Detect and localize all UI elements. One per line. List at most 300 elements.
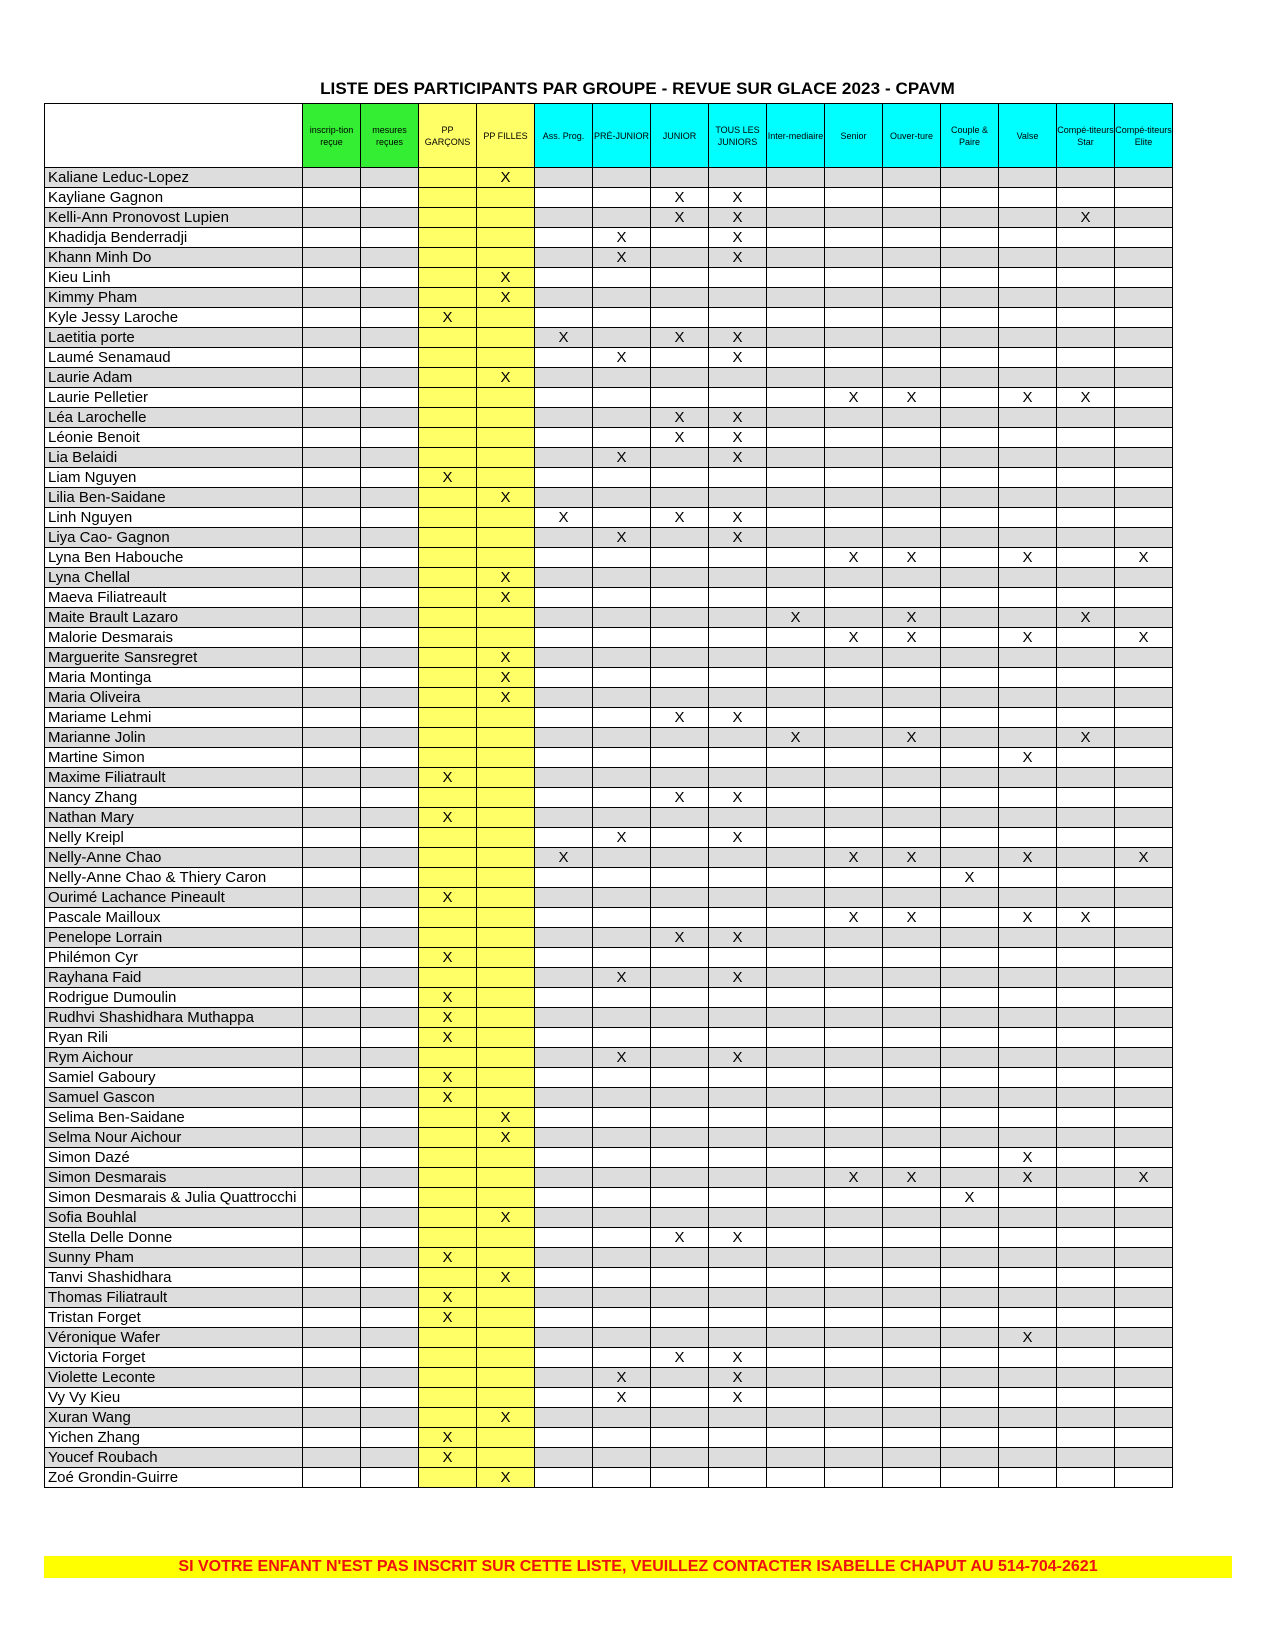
participant-name: Selima Ben-Saidane	[45, 1108, 303, 1128]
table-row	[45, 1168, 1173, 1188]
group-cell	[1115, 168, 1173, 188]
group-cell	[999, 1188, 1057, 1208]
group-cell	[361, 368, 419, 388]
group-cell	[825, 268, 883, 288]
group-mark: X	[709, 968, 767, 988]
participant-name: Kayliane Gagnon	[45, 188, 303, 208]
group-cell	[941, 1348, 999, 1368]
group-cell	[651, 1448, 709, 1468]
group-cell	[941, 188, 999, 208]
group-mark: X	[883, 388, 941, 408]
group-mark: X	[883, 848, 941, 868]
participant-name: Sofia Bouhlal	[45, 1208, 303, 1228]
column-header: Senior	[825, 104, 883, 168]
group-cell	[767, 328, 825, 348]
group-mark: X	[419, 808, 477, 828]
group-cell	[767, 428, 825, 448]
group-cell	[303, 1388, 361, 1408]
table-row	[45, 808, 1173, 828]
group-cell	[999, 248, 1057, 268]
group-cell	[593, 1028, 651, 1048]
group-mark: X	[651, 328, 709, 348]
group-cell	[709, 568, 767, 588]
group-cell	[999, 1348, 1057, 1368]
group-cell	[593, 928, 651, 948]
group-cell	[535, 1288, 593, 1308]
group-cell	[593, 508, 651, 528]
group-cell	[709, 1008, 767, 1028]
group-mark: X	[709, 1368, 767, 1388]
group-cell	[999, 368, 1057, 388]
group-cell	[651, 1308, 709, 1328]
group-cell	[303, 748, 361, 768]
group-cell	[1115, 528, 1173, 548]
group-cell	[535, 788, 593, 808]
group-mark: X	[477, 1268, 535, 1288]
group-cell	[477, 508, 535, 528]
group-mark: X	[477, 568, 535, 588]
group-cell	[1057, 1288, 1115, 1308]
group-cell	[303, 1068, 361, 1088]
group-cell	[767, 168, 825, 188]
group-cell	[593, 1148, 651, 1168]
table-row	[45, 1308, 1173, 1328]
group-cell	[767, 528, 825, 548]
table-row	[45, 848, 1173, 868]
group-cell	[999, 508, 1057, 528]
group-cell	[999, 1368, 1057, 1388]
group-cell	[1057, 628, 1115, 648]
group-mark: X	[709, 928, 767, 948]
group-cell	[1057, 1248, 1115, 1268]
group-cell	[361, 708, 419, 728]
group-cell	[1057, 1008, 1115, 1028]
table-row	[45, 328, 1173, 348]
group-cell	[651, 1388, 709, 1408]
group-cell	[941, 848, 999, 868]
group-cell	[883, 708, 941, 728]
group-cell	[825, 1468, 883, 1488]
group-cell	[593, 408, 651, 428]
participant-name: Rodrigue Dumoulin	[45, 988, 303, 1008]
group-cell	[999, 988, 1057, 1008]
group-cell	[941, 748, 999, 768]
table-row	[45, 1188, 1173, 1208]
group-cell	[1115, 1248, 1173, 1268]
group-cell	[767, 388, 825, 408]
participant-name: Laetitia porte	[45, 328, 303, 348]
group-cell	[419, 568, 477, 588]
group-cell	[477, 1028, 535, 1048]
group-cell	[535, 608, 593, 628]
table-row	[45, 888, 1173, 908]
group-mark: X	[419, 1248, 477, 1268]
group-cell	[709, 1328, 767, 1348]
group-cell	[593, 1008, 651, 1028]
group-cell	[941, 828, 999, 848]
group-cell	[767, 1268, 825, 1288]
group-cell	[941, 1148, 999, 1168]
group-cell	[535, 1068, 593, 1088]
group-cell	[941, 1068, 999, 1088]
participant-name: Samuel Gascon	[45, 1088, 303, 1108]
group-cell	[999, 1248, 1057, 1268]
participant-name: Nelly Kreipl	[45, 828, 303, 848]
table-row	[45, 1228, 1173, 1248]
participant-name: Khadidja Benderradji	[45, 228, 303, 248]
group-cell	[999, 708, 1057, 728]
group-cell	[1115, 1288, 1173, 1308]
group-cell	[303, 228, 361, 248]
group-cell	[651, 1268, 709, 1288]
group-cell	[767, 1388, 825, 1408]
group-cell	[477, 528, 535, 548]
group-cell	[303, 448, 361, 468]
group-cell	[1057, 1268, 1115, 1288]
group-cell	[767, 308, 825, 328]
group-cell	[477, 628, 535, 648]
group-cell	[361, 548, 419, 568]
group-cell	[477, 1448, 535, 1468]
group-mark: X	[825, 908, 883, 928]
participant-name: Simon Desmarais & Julia Quattrocchi	[45, 1188, 303, 1208]
group-cell	[361, 1148, 419, 1168]
group-cell	[941, 1108, 999, 1128]
group-cell	[999, 348, 1057, 368]
group-cell	[825, 1128, 883, 1148]
group-cell	[1115, 1008, 1173, 1028]
group-mark: X	[999, 628, 1057, 648]
group-cell	[709, 1068, 767, 1088]
group-cell	[361, 1188, 419, 1208]
group-cell	[825, 1188, 883, 1208]
group-cell	[767, 1068, 825, 1088]
group-cell	[593, 948, 651, 968]
group-cell	[709, 628, 767, 648]
group-cell	[767, 1148, 825, 1168]
group-cell	[303, 788, 361, 808]
group-cell	[593, 648, 651, 668]
group-mark: X	[709, 528, 767, 548]
group-mark: X	[477, 368, 535, 388]
group-mark: X	[651, 188, 709, 208]
group-cell	[1057, 768, 1115, 788]
group-cell	[767, 1368, 825, 1388]
group-cell	[535, 1248, 593, 1268]
group-cell	[477, 1148, 535, 1168]
group-cell	[1057, 1048, 1115, 1068]
group-cell	[651, 608, 709, 628]
group-cell	[535, 708, 593, 728]
group-cell	[825, 468, 883, 488]
group-cell	[303, 1408, 361, 1428]
group-cell	[709, 1108, 767, 1128]
table-row	[45, 768, 1173, 788]
group-cell	[883, 348, 941, 368]
group-cell	[709, 1148, 767, 1168]
group-mark: X	[419, 1308, 477, 1328]
group-cell	[999, 428, 1057, 448]
group-cell	[477, 808, 535, 828]
group-cell	[941, 1408, 999, 1428]
table-row	[45, 388, 1173, 408]
table-row	[45, 508, 1173, 528]
group-cell	[1115, 568, 1173, 588]
group-cell	[883, 868, 941, 888]
group-cell	[1057, 928, 1115, 948]
column-header: Couple & Paire	[941, 104, 999, 168]
participant-name: Nancy Zhang	[45, 788, 303, 808]
group-cell	[941, 348, 999, 368]
group-mark: X	[419, 1088, 477, 1108]
group-cell	[361, 1308, 419, 1328]
participant-name: Rayhana Faid	[45, 968, 303, 988]
group-cell	[1057, 168, 1115, 188]
group-cell	[361, 728, 419, 748]
group-cell	[1115, 1228, 1173, 1248]
group-cell	[419, 1268, 477, 1288]
group-cell	[767, 1288, 825, 1308]
table-row	[45, 1028, 1173, 1048]
group-mark: X	[593, 248, 651, 268]
group-cell	[477, 408, 535, 428]
group-cell	[941, 1228, 999, 1248]
group-cell	[825, 588, 883, 608]
participant-name: Penelope Lorrain	[45, 928, 303, 948]
group-cell	[361, 1388, 419, 1408]
group-cell	[419, 248, 477, 268]
group-cell	[767, 1448, 825, 1468]
group-cell	[999, 228, 1057, 248]
group-cell	[1057, 848, 1115, 868]
group-cell	[593, 328, 651, 348]
group-cell	[361, 628, 419, 648]
participant-name: Véronique Wafer	[45, 1328, 303, 1348]
group-cell	[825, 1428, 883, 1448]
group-cell	[709, 668, 767, 688]
group-cell	[1057, 888, 1115, 908]
group-cell	[1057, 548, 1115, 568]
group-cell	[651, 1088, 709, 1108]
group-cell	[883, 1028, 941, 1048]
table-row	[45, 1328, 1173, 1348]
table-row	[45, 428, 1173, 448]
group-cell	[883, 1148, 941, 1168]
group-cell	[825, 428, 883, 448]
group-mark: X	[477, 288, 535, 308]
group-cell	[1115, 1088, 1173, 1108]
column-header: Ass. Prog.	[535, 104, 593, 168]
group-cell	[1115, 768, 1173, 788]
group-cell	[651, 588, 709, 608]
group-cell	[883, 268, 941, 288]
group-mark: X	[419, 468, 477, 488]
group-cell	[1057, 1428, 1115, 1448]
group-mark: X	[419, 1028, 477, 1048]
group-cell	[361, 668, 419, 688]
group-cell	[1115, 988, 1173, 1008]
group-cell	[477, 908, 535, 928]
table-row	[45, 1448, 1173, 1468]
group-cell	[709, 1288, 767, 1308]
group-cell	[825, 688, 883, 708]
group-cell	[593, 288, 651, 308]
group-cell	[651, 368, 709, 388]
group-cell	[941, 1028, 999, 1048]
group-cell	[419, 368, 477, 388]
group-cell	[941, 468, 999, 488]
group-mark: X	[535, 848, 593, 868]
group-cell	[361, 308, 419, 328]
group-cell	[941, 488, 999, 508]
group-cell	[941, 408, 999, 428]
group-cell	[999, 728, 1057, 748]
group-cell	[941, 628, 999, 648]
table-row	[45, 368, 1173, 388]
group-cell	[419, 428, 477, 448]
group-cell	[1057, 1088, 1115, 1108]
group-cell	[535, 188, 593, 208]
group-cell	[767, 488, 825, 508]
group-cell	[999, 828, 1057, 848]
group-cell	[303, 948, 361, 968]
group-cell	[361, 1228, 419, 1248]
group-cell	[709, 1308, 767, 1328]
group-cell	[535, 908, 593, 928]
group-cell	[593, 728, 651, 748]
group-cell	[651, 448, 709, 468]
group-cell	[361, 1288, 419, 1308]
group-cell	[651, 1468, 709, 1488]
group-cell	[361, 468, 419, 488]
group-cell	[303, 1108, 361, 1128]
group-cell	[767, 928, 825, 948]
group-cell	[999, 568, 1057, 588]
group-cell	[941, 568, 999, 588]
group-cell	[535, 928, 593, 948]
group-cell	[651, 688, 709, 708]
group-cell	[303, 1228, 361, 1248]
group-cell	[1115, 1028, 1173, 1048]
group-cell	[419, 1368, 477, 1388]
group-cell	[535, 1208, 593, 1228]
table-row	[45, 168, 1173, 188]
group-cell	[883, 948, 941, 968]
group-cell	[593, 1288, 651, 1308]
group-mark: X	[709, 708, 767, 728]
participant-name: Laumé Senamaud	[45, 348, 303, 368]
group-cell	[361, 1328, 419, 1348]
group-mark: X	[883, 548, 941, 568]
table-row	[45, 1148, 1173, 1168]
group-cell	[419, 1188, 477, 1208]
group-cell	[825, 748, 883, 768]
group-cell	[709, 648, 767, 668]
group-cell	[303, 168, 361, 188]
group-mark: X	[593, 1048, 651, 1068]
group-cell	[419, 1388, 477, 1408]
group-cell	[1115, 1068, 1173, 1088]
group-cell	[593, 988, 651, 1008]
group-cell	[941, 1208, 999, 1228]
participant-name: Yichen Zhang	[45, 1428, 303, 1448]
group-cell	[651, 828, 709, 848]
group-cell	[883, 1228, 941, 1248]
group-cell	[361, 1108, 419, 1128]
group-cell	[999, 948, 1057, 968]
group-cell	[477, 868, 535, 888]
group-cell	[535, 748, 593, 768]
group-cell	[1057, 1308, 1115, 1328]
group-cell	[535, 688, 593, 708]
group-cell	[361, 1168, 419, 1188]
group-cell	[883, 1288, 941, 1308]
table-row	[45, 488, 1173, 508]
group-cell	[941, 328, 999, 348]
group-cell	[1115, 1208, 1173, 1228]
group-cell	[999, 468, 1057, 488]
group-mark: X	[709, 408, 767, 428]
column-header: Compé-titeurs Elite	[1115, 104, 1173, 168]
group-cell	[535, 1328, 593, 1348]
group-cell	[593, 1408, 651, 1428]
group-cell	[999, 928, 1057, 948]
group-cell	[709, 728, 767, 748]
group-mark: X	[709, 188, 767, 208]
group-cell	[999, 1068, 1057, 1088]
group-cell	[883, 488, 941, 508]
group-cell	[767, 768, 825, 788]
group-cell	[941, 1128, 999, 1148]
group-cell	[1115, 388, 1173, 408]
group-cell	[1115, 228, 1173, 248]
group-cell	[535, 1448, 593, 1468]
group-cell	[709, 368, 767, 388]
table-row	[45, 248, 1173, 268]
group-cell	[825, 288, 883, 308]
group-cell	[825, 828, 883, 848]
group-cell	[361, 528, 419, 548]
group-cell	[825, 968, 883, 988]
group-cell	[419, 708, 477, 728]
table-row	[45, 1128, 1173, 1148]
group-cell	[419, 528, 477, 548]
participant-name: Victoria Forget	[45, 1348, 303, 1368]
group-cell	[535, 1008, 593, 1028]
group-cell	[1115, 888, 1173, 908]
group-cell	[651, 988, 709, 1008]
group-mark: X	[477, 588, 535, 608]
group-cell	[535, 1188, 593, 1208]
group-cell	[709, 1428, 767, 1448]
group-cell	[1057, 508, 1115, 528]
group-cell	[303, 408, 361, 428]
group-cell	[303, 428, 361, 448]
group-cell	[825, 368, 883, 388]
group-cell	[883, 168, 941, 188]
group-cell	[303, 628, 361, 648]
group-cell	[1115, 428, 1173, 448]
group-cell	[535, 948, 593, 968]
group-cell	[651, 528, 709, 548]
group-cell	[593, 168, 651, 188]
group-cell	[535, 268, 593, 288]
group-cell	[535, 1168, 593, 1188]
group-cell	[941, 1368, 999, 1388]
table-row	[45, 448, 1173, 468]
group-cell	[361, 1268, 419, 1288]
column-header: TOUS LES JUNIORS	[709, 104, 767, 168]
